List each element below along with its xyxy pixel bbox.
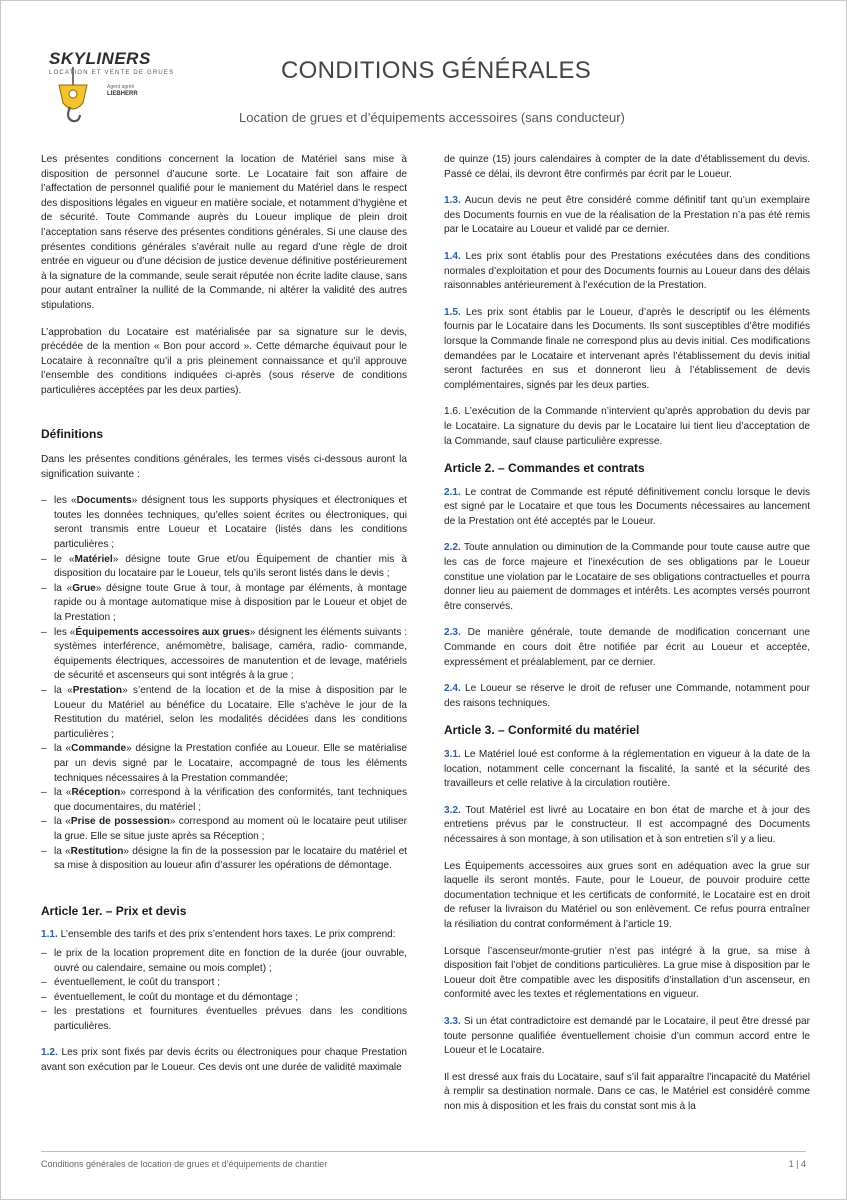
clause-1-3: 1.3. Aucun devis ne peut être considéré comme définitif tant qu’un exemplaire des Documents fournis en vue de la réalisation de la Prestation n’a pas été remis par le Locataire au Loueur et validé par ce dernier.	[444, 195, 810, 236]
price-item: – éventuellement, le coût du transport ;	[41, 976, 407, 991]
clause-1-1: 1.1. L’ensemble des tarifs et des prix s’entendent hors taxes. Le prix comprend:	[41, 929, 396, 941]
definition-item: – la «Grue» désigne toute Grue à tour, à montage par éléments, à montage rapide ou à montage automatique mise à disposition par le Loueur et objet de la Prestation ;	[41, 582, 407, 626]
definitions-heading: Définitions	[41, 426, 103, 441]
definition-item: – le «Matériel» désigne toute Grue et/ou Équipement de chantier mis à disposition du locataire par le Loueur, tels qu’ils seront listés dans le devis ;	[41, 553, 407, 582]
clause-3-1: 3.1. Le Matériel loué est conforme à la réglementation en vigueur à la date de la location, notamment celle concernant la fiscalité, la santé et la sécurité des travailleurs et celle relative à la circulation routière.	[444, 749, 810, 790]
clause-3-3: 3.3. Si un état contradictoire est demandé par le Locataire, il peut être dressé par toute personne qualifiée éventuellement choisie d’un commun accord entre le Loueur et le Locataire.	[444, 1015, 810, 1057]
definition-item: – la «Commande» désigne la Prestation confiée au Loueur. Elle se matérialise par un devis signé par le Locataire, accompagné de tous les éléments techniques nécessaires à la Prestation commandée;	[41, 742, 407, 786]
definition-item: – la «Prise de possession» correspond au moment où le locataire peut utiliser la grue. Elle se situe juste après sa Réception ;	[41, 815, 407, 844]
clause-3-2-elevator: Lorsque l’ascenseur/monte-grutier n’est pas intégré à la grue, sa mise à disposition fait l’objet de conditions particulières. La grue mise à disposition par le Loueur doit être compatible avec les dispositifs d’installation d’un ascenseur, en conformité avec les textes et réglementations en vigueur.	[444, 945, 810, 1001]
clause-2-1: 2.1. Le contrat de Commande est réputé définitivement conclu lorsque le devis est signé par le Locataire et que tous les Documents nécessaires au lancement de la Prestation ont été acceptés par le Loueur.	[444, 486, 810, 527]
logo-agent: Agent agréé	[107, 84, 135, 90]
price-items-list	[41, 947, 407, 1035]
left-column	[41, 153, 407, 1088]
logo-wordmark: SKYLINERS	[49, 49, 151, 68]
clause-1-2: 1.2. Les prix sont fixés par devis écrits ou électroniques pour chaque Prestation avant son exécution par le Loueur. Ces devis ont une durée de validité maximale	[41, 1047, 407, 1074]
definition-item: – la «Réception» correspond à la vérification des conformités, tant techniques que documentaires, du matériel ;	[41, 786, 407, 815]
definition-item: – la «Prestation» s’entend de la location et de la mise à disposition par le Loueur du Matériel au bénéfice du Locataire. Elle s’achève le jour de la Restitution du matériel, selon les modalités décidées dans les conditions particulières ;	[41, 684, 407, 742]
article-3-heading: Article 3. – Conformité du matériel	[444, 723, 640, 738]
price-item: – éventuellement, le coût du montage et du démontage ;	[41, 991, 407, 1006]
definitions-list	[41, 494, 407, 873]
intro-paragraph-2: L’approbation du Locataire est matérialisée par sa signature sur le devis, précédée de la mention « Bon pour accord ». Cette démarche équivaut pour le Locataire à reconnaître qu’il a pris pleinement connaissance et qu’il approuve l’ensemble des conditions indiquées ci-après (sous réserve de conditions particulières acceptées par les deux parties).	[41, 326, 407, 396]
price-item: – les prestations et fournitures éventuelles prévues dans les conditions particulières.	[41, 1005, 407, 1034]
clause-1-5: 1.5. Les prix sont établis par le Loueur, d’après le descriptif ou les éléments fournis par le Locataire dans les Documents. Ils sont susceptibles d’être modifiés lorsque la Commande finale ne correspond plus au devis initial. Ces modifications demandées par le Locataire et intervenant après l’établissement du devis initial seront facturées en sus et donneront lieu à l’établissement de devis complémentaires, signés par les deux parties.	[444, 306, 810, 391]
price-item: – le prix de la location proprement dite en fonction de la durée (jour ouvrable, ouvré ou calendaire, semaine ou mois complet) ;	[41, 947, 407, 976]
footer-text: Conditions générales de location de grues et d’équipements de chantier	[41, 1159, 328, 1169]
article-1-heading: Article 1er. – Prix et devis	[41, 903, 187, 918]
logo-agent-block	[107, 84, 138, 98]
clause-1-4: 1.4. Les prix sont établis pour des Prestations exécutées dans des conditions normales d’exploitation et pour des Documents fournis au Loueur dans des délais raisonnables antérieurement à l’exécution de la Prestation.	[444, 250, 810, 292]
clause-3-2: 3.2. Tout Matériel est livré au Locataire en bon état de marche et à jour des entretiens prévus par le constructeur. Il est accompagné des Documents nécessaires à son montage, à son utilisation et à son entretien s’il y a lieu.	[444, 804, 810, 845]
clause-3-3-costs: Il est dressé aux frais du Locataire, sauf s’il fait apparaître l’incapacité du Matériel à remplir sa destination normale. Dans ce cas, le Matériel est considéré comme non mis à disposition et les frais du constat sont mis à la	[444, 1071, 810, 1112]
clause-2-3: 2.3. De manière générale, toute demande de modification concernant une Commande en cours doit être notifiée par écrit au Loueur et acceptée, expressément et préalablement, par ce dernier.	[444, 627, 810, 668]
definition-item: – les «Équipements accessoires aux grues» désignent les éléments suivants : systèmes interférence, anémomètre, balisage, caméra, radio- commande, équipements électriques, accessoires de manutention et de levage, matériels de sécurité et ascenseurs qui sont intégrés à la grue ;	[41, 626, 407, 684]
page-footer	[41, 1151, 806, 1169]
definition-item: – la «Restitution» désigne la fin de la possession par le locataire du matériel et sa mise à disposition au loueur afin d’assurer les opérations de démontage.	[41, 845, 407, 874]
clause-2-2: 2.2. Toute annulation ou diminution de la Commande pour toute cause autre que les cas de force majeure et l’inexécution de ses obligations par le Loueur constitue une violation par le Locataire de ses obligations contractuelles et pourra donner lieu au paiement de dommages et intérêts. Les acomptes versés pourront être conservés.	[444, 542, 810, 612]
clause-3-2-equipment: Les Équipements accessoires aux grues sont en adéquation avec la grue sur laquelle ils seront montés. Faute, pour le Loueur, de pouvoir produire cette documentation technique et les certificats de conformité, le Locataire est en droit de refuser la livraison du Matériel ou son enlèvement. Ce refus pourra entraîner la résiliation du contrat conformément à l’article 19.	[444, 860, 810, 930]
clause-2-4: 2.4. Le Loueur se réserve le droit de refuser une Commande, notamment pour des raisons techniques.	[444, 683, 810, 709]
logo-tagline: LOCATION ET VENTE DE GRUES	[49, 70, 175, 76]
article-2-heading: Article 2. – Commandes et contrats	[444, 461, 645, 476]
page-title: CONDITIONS GÉNÉRALES	[281, 57, 592, 84]
right-column	[444, 153, 810, 1126]
definition-item: – les «Documents» désignent tous les supports physiques et électroniques et toutes les données techniques, qu’elles soient écrites ou électroniques, qui seront transmis entre Loueur et Locataire (listés dans les conditions particulières ;	[41, 494, 407, 552]
page-subtitle: Location de grues et d’équipements accessoires (sans conducteur)	[239, 110, 625, 125]
clause-1-2-continued: de quinze (15) jours calendaires à compter de la date d’établissement du devis. Passé ce délai, ils devront être confirmés par écrit par le Loueur.	[444, 154, 810, 180]
clause-1-6: 1.6. L’exécution de la Commande n’intervient qu’après approbation du devis par le Locataire. La signature du devis par le Locataire lui tient lieu d’acceptation de la Commande, sauf clause particulière expresse.	[444, 406, 810, 447]
logo-brand: LIEBHERR	[107, 91, 138, 97]
definitions-intro: Dans les présentes conditions générales, les termes visés ci-dessous auront la signification suivante :	[41, 454, 407, 480]
intro-paragraph-1: Les présentes conditions concernent la location de Matériel sans mise à disposition de personnel d’aucune sorte. Le Locataire fait son affaire de l’affectation de personnel qualifié pour le maniement du Matériel dans le respect des dispositions légales en vigueur en matière sociale, et notamment d’hygiène et de sécurité. Toute Commande auprès du Loueur implique de plein droit l’acceptation sans réserve des présentes conditions générales. Si une clause des présentes conditions générales s’avérait nulle au regard d’une règle de droit entrée en vigueur ou d’une décision de justice devenue définitive postérieurement à la signature de la commande, seule serait réputée non écrite ladite clause, sans pour autant entraîner la nullité de la Commande, ni altérer la validité des autres stipulations.	[41, 154, 407, 311]
page-number: 1 | 4	[788, 1159, 806, 1169]
